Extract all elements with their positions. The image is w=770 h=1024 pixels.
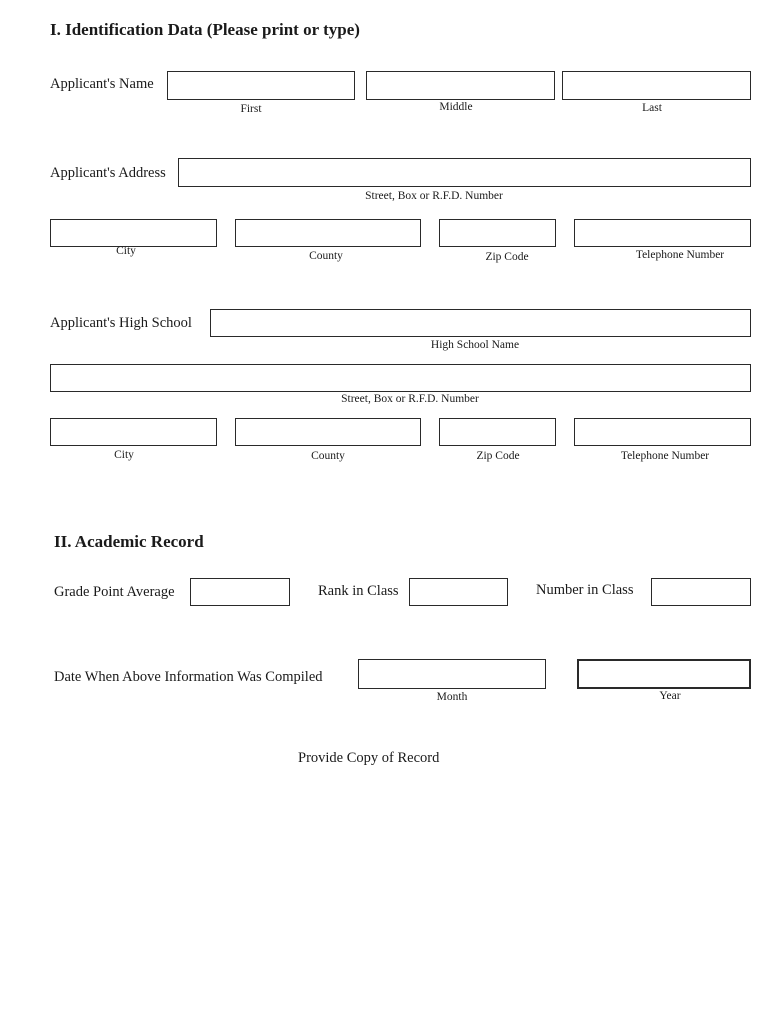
gpa-label: Grade Point Average (54, 584, 175, 600)
high-school-county-input[interactable] (235, 418, 421, 446)
high-school-county-caption: County (311, 450, 345, 462)
gpa-input[interactable] (190, 578, 290, 606)
number-in-class-input[interactable] (651, 578, 751, 606)
high-school-zip-caption: Zip Code (476, 450, 520, 462)
middle-name-caption: Middle (439, 101, 473, 113)
applicant-name-label: Applicant's Name (50, 76, 154, 92)
high-school-label: Applicant's High School (50, 315, 192, 331)
provide-copy-note: Provide Copy of Record (298, 750, 440, 766)
rank-label: Rank in Class (318, 583, 399, 599)
address-street-caption: Street, Box or R.F.D. Number (365, 190, 503, 202)
high-school-city-caption: City (114, 449, 134, 461)
first-name-caption: First (240, 103, 262, 115)
applicant-address-label: Applicant's Address (50, 165, 166, 181)
high-school-phone-caption: Telephone Number (620, 450, 710, 462)
address-county-input[interactable] (235, 219, 421, 247)
month-caption: Month (436, 691, 468, 703)
year-input[interactable] (577, 659, 751, 689)
address-city-caption: City (116, 245, 136, 257)
address-zip-input[interactable] (439, 219, 556, 247)
first-name-input[interactable] (167, 71, 355, 100)
number-in-class-label: Number in Class (536, 582, 634, 598)
last-name-input[interactable] (562, 71, 751, 100)
high-school-street-input[interactable] (50, 364, 751, 392)
month-input[interactable] (358, 659, 546, 689)
high-school-city-input[interactable] (50, 418, 217, 446)
address-street-input[interactable] (178, 158, 751, 187)
high-school-street-caption: Street, Box or R.F.D. Number (341, 393, 479, 405)
high-school-name-input[interactable] (210, 309, 751, 337)
rank-input[interactable] (409, 578, 508, 606)
section-2-heading: II. Academic Record (54, 532, 204, 551)
section-1-heading: I. Identification Data (Please print or type) (50, 20, 360, 39)
high-school-name-caption: High School Name (430, 339, 520, 351)
address-county-caption: County (309, 250, 343, 262)
date-compiled-label: Date When Above Information Was Compiled (54, 669, 323, 685)
year-caption: Year (659, 690, 681, 702)
address-city-input[interactable] (50, 219, 217, 247)
high-school-zip-input[interactable] (439, 418, 556, 446)
last-name-caption: Last (642, 102, 662, 114)
address-phone-caption: Telephone Number (635, 249, 725, 261)
address-phone-input[interactable] (574, 219, 751, 247)
address-zip-caption: Zip Code (485, 251, 529, 263)
high-school-phone-input[interactable] (574, 418, 751, 446)
middle-name-input[interactable] (366, 71, 555, 100)
